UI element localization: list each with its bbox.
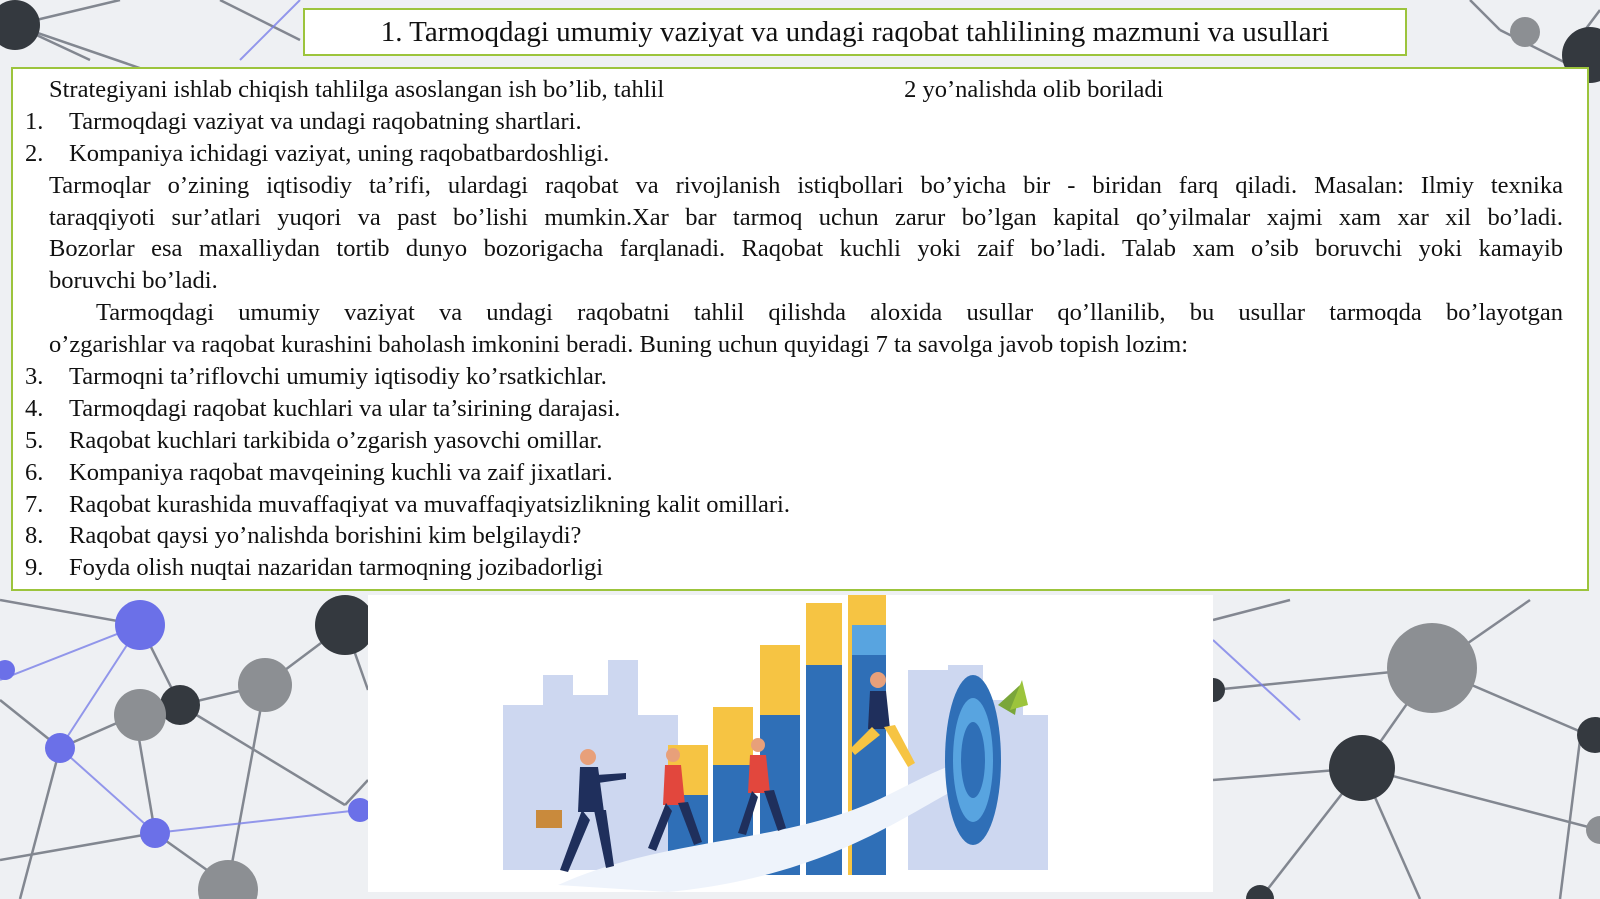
list-text: Foyda olish nuqtai nazaridan tarmoqning jozibadorligi	[69, 554, 604, 582]
list-item	[25, 489, 1563, 521]
list-text: Kompaniya raqobat mavqeining kuchli va zaif jixatlari.	[69, 458, 613, 486]
list-text: Raqobat qaysi yo’nalishda borishini kim belgilaydi?	[69, 522, 582, 550]
list-item	[25, 393, 1563, 425]
paragraph-line: Tarmoqdagi umumiy vaziyat va undagi raqobatni tahlil qilishda aloxida usullar qo’llanilib, bu usullar tarmoqda bo’layotgan	[96, 299, 1563, 327]
list-item	[25, 361, 1563, 393]
paragraph-line: Bozorlar esa maxalliydan tortib dunyo bozorigacha farqlanadi. Raqobat kuchli yoki zaif bo’ladi. Talab xam o’sib boruvchi yoki kamayib	[49, 235, 1563, 263]
list-text: Tarmoqdagi raqobat kuchlari va ular ta’sirining darajasi.	[69, 394, 621, 422]
list-number: 4.	[25, 394, 44, 422]
content-panel	[11, 67, 1589, 591]
list-item	[25, 520, 1563, 552]
paragraph-line: o’zgarishlar va raqobat kurashini baholash imkonini beradi. Buning uchun quyidagi 7 ta savolga javob topish lozim:	[49, 331, 1189, 359]
list-number: 5.	[25, 426, 44, 454]
paragraph-line: taraqqiyoti sur’atlari yuqori va past bo’lishi mumkin.Xar bar tarmoq uchun zarur bo’lgan kapital qo’yilmalar xajmi xam xar xil bo’ladi.	[49, 203, 1563, 231]
paragraph-line: Tarmoqlar o’zining iqtisodiy ta’rifi, ulardagi raqobat va rivojlanish istiqbollari bo’yicha bir - biridan farq qiladi. Masalan: Ilmiy texnika	[49, 171, 1563, 199]
list-number: 1.	[25, 107, 44, 135]
list-number: 9.	[25, 554, 44, 582]
list-text: Tarmoqdagi vaziyat va undagi raqobatning shartlari.	[69, 107, 582, 135]
list-item	[25, 457, 1563, 489]
list-number: 8.	[25, 522, 44, 550]
list-number: 7.	[25, 490, 44, 518]
list-number: 2.	[25, 139, 44, 167]
intro-left-text: Strategiyani ishlab chiqish tahlilga asoslangan ish bo’lib, tahlil	[49, 76, 665, 103]
list-item	[25, 138, 1563, 170]
list-item	[25, 552, 1563, 584]
list-text: Raqobat kuchlari tarkibida o’zgarish yasovchi omillar.	[69, 426, 603, 454]
list-text: Kompaniya ichidagi vaziyat, uning raqobatbardoshligi.	[69, 139, 610, 167]
slide-title-text: 1. Tarmoqdagi umumiy vaziyat va undagi raqobat tahlilining mazmuni va usullari	[380, 15, 1330, 48]
list-number: 6.	[25, 458, 44, 486]
paragraph-line: boruvchi bo’ladi.	[49, 267, 218, 295]
list-text: Tarmoqni ta’riflovchi umumiy iqtisodiy ko’rsatkichlar.	[69, 363, 607, 391]
list-number: 3.	[25, 363, 44, 391]
list-item	[25, 106, 1563, 138]
list-item	[25, 425, 1563, 457]
slide-title	[303, 8, 1407, 56]
running-to-target-icon	[368, 595, 1213, 892]
business-competition-illustration	[368, 595, 1213, 892]
intro-right-text: 2 yo’nalishda olib boriladi	[904, 76, 1164, 103]
list-text: Raqobat kurashida muvaffaqiyat va muvaffaqiyatsizlikning kalit omillari.	[69, 490, 790, 518]
intro-line	[25, 74, 1563, 106]
